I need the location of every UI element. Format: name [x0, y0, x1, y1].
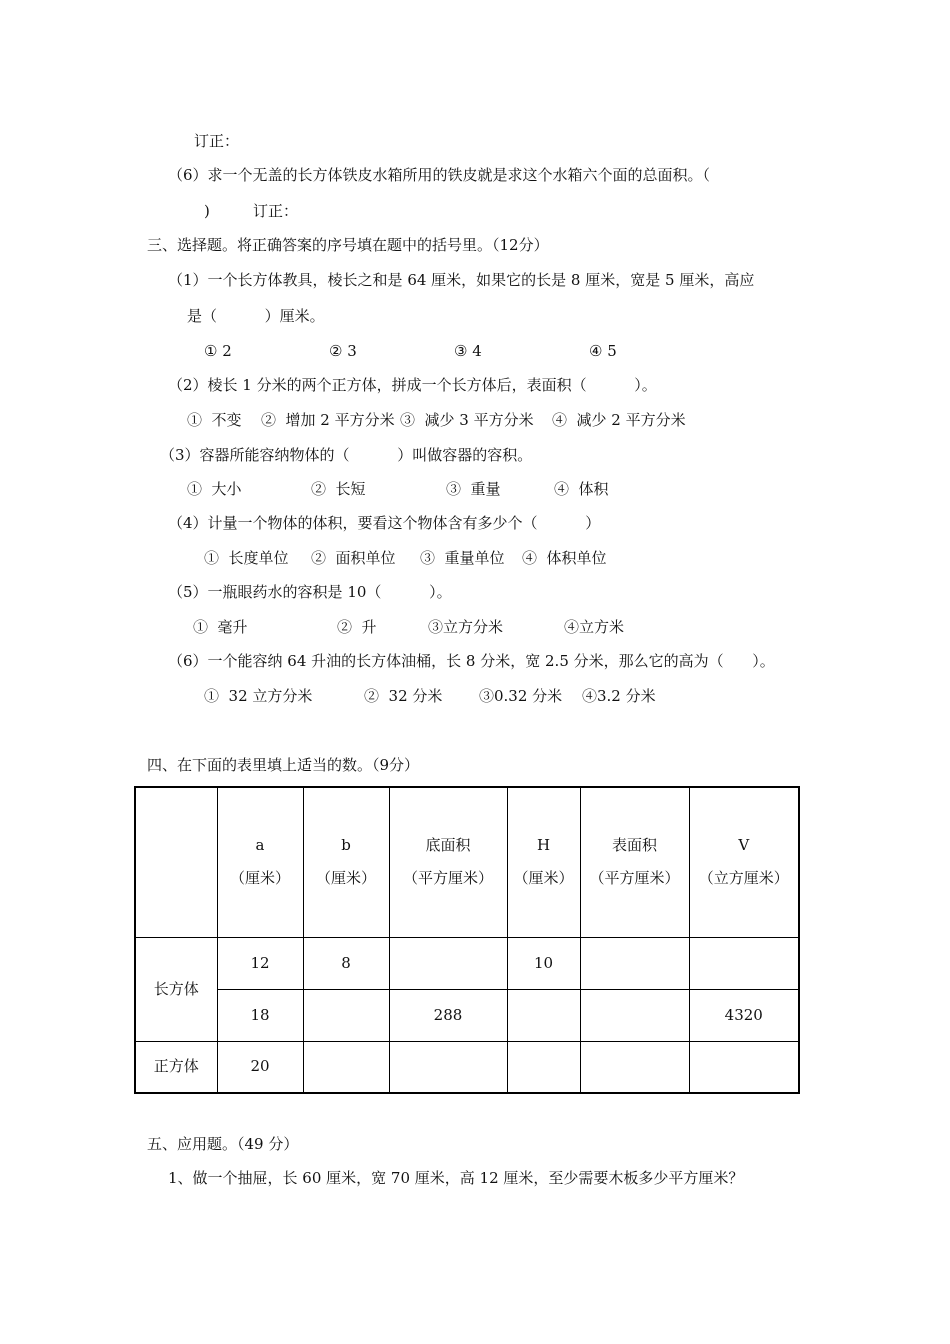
section-5-title: 五、应用题。（49 分） [147, 1135, 299, 1153]
table-header-cell: 表面积 （平方厘米） [580, 787, 689, 937]
table-cell [303, 1041, 389, 1093]
table-cell: 288 [389, 989, 507, 1041]
judgement-question-6: （6）求一个无盖的长方体铁皮水箱所用的铁皮就是求这个水箱六个面的总面积。（ [168, 166, 711, 184]
row-label-cuboid: 长方体 [135, 937, 217, 1041]
table-cell [303, 989, 389, 1041]
table-header-cell: H （厘米） [507, 787, 580, 937]
choice-option: ③ 4 [454, 342, 482, 360]
choice-question-1-cont: 是（ ）厘米。 [187, 307, 325, 325]
choice-option: ④ 5 [589, 342, 617, 360]
correction-label-2: 订正： [253, 202, 299, 220]
table-corner-cell [135, 787, 217, 937]
choice-option: ③ 重量 [446, 480, 501, 498]
table-cell: 12 [217, 937, 303, 989]
table-cell [507, 1041, 580, 1093]
table-cell [507, 989, 580, 1041]
table-header-cell: a （厘米） [217, 787, 303, 937]
data-table [134, 786, 800, 1094]
table-header-cell: 底面积 （平方厘米） [389, 787, 507, 937]
table-cell [580, 1041, 689, 1093]
table-row [135, 937, 799, 989]
table-header-row [135, 787, 799, 937]
choice-option: ① 长度单位 [204, 549, 289, 567]
choice-question-6: （6）一个能容纳 64 升油的长方体油桶，长 8 分米，宽 2.5 分米，那么它的高为（ ）。 [168, 652, 775, 670]
choice-option: ④ 减少 2 平方分米 [552, 411, 686, 429]
choice-option: ③ 减少 3 平方分米 [400, 411, 534, 429]
correction-label-1: 订正： [194, 132, 240, 150]
section-3-title: 三、选择题。将正确答案的序号填在题中的括号里。（12分） [147, 236, 549, 254]
choice-option: ① 大小 [187, 480, 242, 498]
choice-question-5: （5）一瓶眼药水的容积是 10（ ）。 [168, 583, 452, 601]
table-cell: 10 [507, 937, 580, 989]
choice-option: ① 32 立方分米 [204, 687, 313, 705]
choice-question-2: （2）棱长 1 分米的两个正方体，拼成一个长方体后，表面积（ ）。 [168, 376, 657, 394]
choice-option: ② 增加 2 平方分米 [261, 411, 395, 429]
row-label-cube: 正方体 [135, 1041, 217, 1093]
choice-option: ① 2 [204, 342, 232, 360]
table-cell [689, 1041, 799, 1093]
choice-option: ① 毫升 [193, 618, 248, 636]
choice-option: ④3.2 分米 [582, 687, 656, 705]
table-cell [580, 989, 689, 1041]
table-cell: 20 [217, 1041, 303, 1093]
choice-option: ① 不变 [187, 411, 242, 429]
choice-option: ③ 重量单位 [420, 549, 505, 567]
table-row [135, 1041, 799, 1093]
choice-option: ② 升 [337, 618, 377, 636]
table-header-cell: b （厘米） [303, 787, 389, 937]
choice-option: ② 32 分米 [364, 687, 443, 705]
table-header-cell: V （立方厘米） [689, 787, 799, 937]
choice-option: ② 面积单位 [311, 549, 396, 567]
application-question-1: 1、做一个抽屉，长 60 厘米，宽 70 厘米，高 12 厘米，至少需要木板多少平方厘米？ [168, 1169, 744, 1187]
choice-option: ④立方米 [564, 618, 625, 636]
table-cell [389, 1041, 507, 1093]
table-cell: 4320 [689, 989, 799, 1041]
table-cell: 8 [303, 937, 389, 989]
table-row [135, 989, 799, 1041]
table-cell [580, 937, 689, 989]
table-cell: 18 [217, 989, 303, 1041]
section-4-title: 四、在下面的表里填上适当的数。（9分） [147, 756, 420, 774]
choice-option: ③立方分米 [428, 618, 504, 636]
table-cell [689, 937, 799, 989]
table-cell [389, 937, 507, 989]
judgement-question-6-answer-close: ) [204, 202, 210, 220]
choice-question-3: （3）容器所能容纳物体的（ ）叫做容器的容积。 [160, 446, 533, 464]
choice-option: ③0.32 分米 [479, 687, 563, 705]
choice-option: ② 长短 [311, 480, 366, 498]
choice-option: ② 3 [329, 342, 357, 360]
choice-option: ④ 体积单位 [522, 549, 607, 567]
choice-question-1: （1）一个长方体教具，棱长之和是 64 厘米，如果它的长是 8 厘米，宽是 5 厘米，高应 [168, 271, 755, 289]
choice-option: ④ 体积 [554, 480, 609, 498]
choice-question-4: （4）计量一个物体的体积，要看这个物体含有多少个（ ） [168, 514, 601, 532]
